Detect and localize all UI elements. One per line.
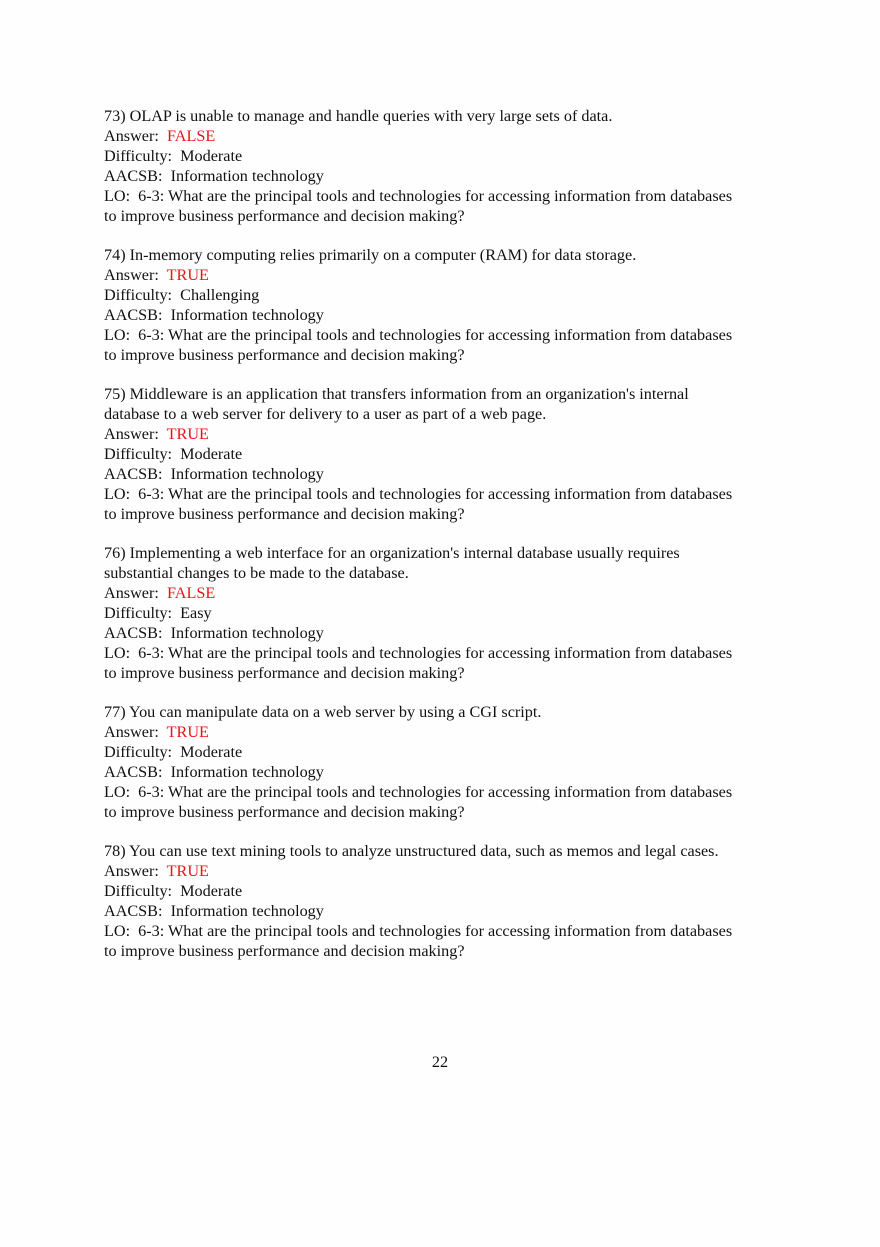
answer-value: TRUE (166, 266, 209, 284)
lo-line (104, 921, 784, 941)
lo-continuation: to improve business performance and decision making? (104, 346, 465, 364)
aacsb-line (104, 464, 784, 484)
lo-continuation: to improve business performance and decision making? (104, 942, 465, 960)
difficulty-line (104, 146, 784, 166)
answer-line (104, 126, 784, 146)
lo-label: LO: (104, 783, 131, 801)
answer-value: FALSE (166, 127, 216, 145)
difficulty-value: Moderate (180, 445, 243, 463)
answer-line (104, 861, 784, 881)
question-78 (104, 841, 784, 961)
lo-value: 6-3: What are the principal tools and technologies for accessing information from databases (138, 644, 733, 662)
difficulty-value: Moderate (180, 147, 243, 165)
lo-label: LO: (104, 922, 131, 940)
aacsb-value: Information technology (170, 902, 324, 920)
difficulty-value: Challenging (180, 286, 260, 304)
difficulty-line (104, 881, 784, 901)
difficulty-label: Difficulty: (104, 604, 173, 622)
question-stem: 76) Implementing a web interface for an organization's internal database usually requires (104, 544, 680, 562)
difficulty-label: Difficulty: (104, 445, 173, 463)
aacsb-label: AACSB: (104, 902, 163, 920)
lo-continuation: to improve business performance and decision making? (104, 207, 465, 225)
difficulty-label: Difficulty: (104, 882, 173, 900)
aacsb-line (104, 623, 784, 643)
lo-label: LO: (104, 485, 131, 503)
aacsb-label: AACSB: (104, 624, 163, 642)
difficulty-line (104, 603, 784, 623)
lo-label: LO: (104, 187, 131, 205)
answer-line (104, 722, 784, 742)
answer-line (104, 583, 784, 603)
difficulty-value: Moderate (180, 743, 243, 761)
difficulty-line (104, 444, 784, 464)
answer-label: Answer: (104, 127, 159, 145)
aacsb-line (104, 166, 784, 186)
question-stem-continuation: database to a web server for delivery to a user as part of a web page. (104, 405, 547, 423)
answer-value: TRUE (166, 425, 209, 443)
question-stem: 75) Middleware is an application that transfers information from an organization's internal (104, 385, 689, 403)
lo-line (104, 643, 784, 663)
aacsb-value: Information technology (170, 624, 324, 642)
difficulty-line (104, 285, 784, 305)
lo-continuation: to improve business performance and decision making? (104, 803, 465, 821)
lo-continuation: to improve business performance and decision making? (104, 664, 465, 682)
question-74 (104, 245, 784, 365)
lo-continuation: to improve business performance and decision making? (104, 505, 465, 523)
aacsb-line (104, 762, 784, 782)
aacsb-label: AACSB: (104, 763, 163, 781)
difficulty-value: Easy (180, 604, 212, 622)
question-75 (104, 384, 784, 524)
lo-value: 6-3: What are the principal tools and technologies for accessing information from databases (138, 187, 733, 205)
difficulty-label: Difficulty: (104, 743, 173, 761)
aacsb-value: Information technology (170, 306, 324, 324)
lo-label: LO: (104, 644, 131, 662)
question-stem: 73) OLAP is unable to manage and handle queries with very large sets of data. (104, 107, 613, 125)
answer-value: TRUE (166, 723, 209, 741)
difficulty-label: Difficulty: (104, 286, 173, 304)
question-stem: 77) You can manipulate data on a web server by using a CGI script. (104, 703, 542, 721)
question-73 (104, 106, 784, 226)
lo-label: LO: (104, 326, 131, 344)
difficulty-label: Difficulty: (104, 147, 173, 165)
question-76 (104, 543, 784, 683)
question-stem-continuation: substantial changes to be made to the database. (104, 564, 409, 582)
aacsb-label: AACSB: (104, 306, 163, 324)
answer-value: TRUE (166, 862, 209, 880)
question-list (104, 106, 784, 980)
aacsb-value: Information technology (170, 167, 324, 185)
aacsb-value: Information technology (170, 465, 324, 483)
lo-line (104, 782, 784, 802)
lo-value: 6-3: What are the principal tools and technologies for accessing information from databases (138, 922, 733, 940)
difficulty-line (104, 742, 784, 762)
answer-label: Answer: (104, 584, 159, 602)
answer-label: Answer: (104, 266, 159, 284)
question-77 (104, 702, 784, 822)
question-stem: 78) You can use text mining tools to analyze unstructured data, such as memos and legal cases. (104, 842, 719, 860)
lo-value: 6-3: What are the principal tools and technologies for accessing information from databases (138, 485, 733, 503)
question-stem: 74) In-memory computing relies primarily on a computer (RAM) for data storage. (104, 246, 637, 264)
aacsb-label: AACSB: (104, 465, 163, 483)
lo-line (104, 484, 784, 504)
answer-label: Answer: (104, 723, 159, 741)
answer-line (104, 424, 784, 444)
answer-label: Answer: (104, 425, 159, 443)
aacsb-line (104, 901, 784, 921)
answer-value: FALSE (166, 584, 216, 602)
answer-label: Answer: (104, 862, 159, 880)
difficulty-value: Moderate (180, 882, 243, 900)
lo-line (104, 186, 784, 206)
lo-value: 6-3: What are the principal tools and technologies for accessing information from databases (138, 783, 733, 801)
lo-value: 6-3: What are the principal tools and technologies for accessing information from databases (138, 326, 733, 344)
lo-line (104, 325, 784, 345)
page-number: 22 (431, 1053, 449, 1071)
aacsb-label: AACSB: (104, 167, 163, 185)
aacsb-value: Information technology (170, 763, 324, 781)
answer-line (104, 265, 784, 285)
aacsb-line (104, 305, 784, 325)
